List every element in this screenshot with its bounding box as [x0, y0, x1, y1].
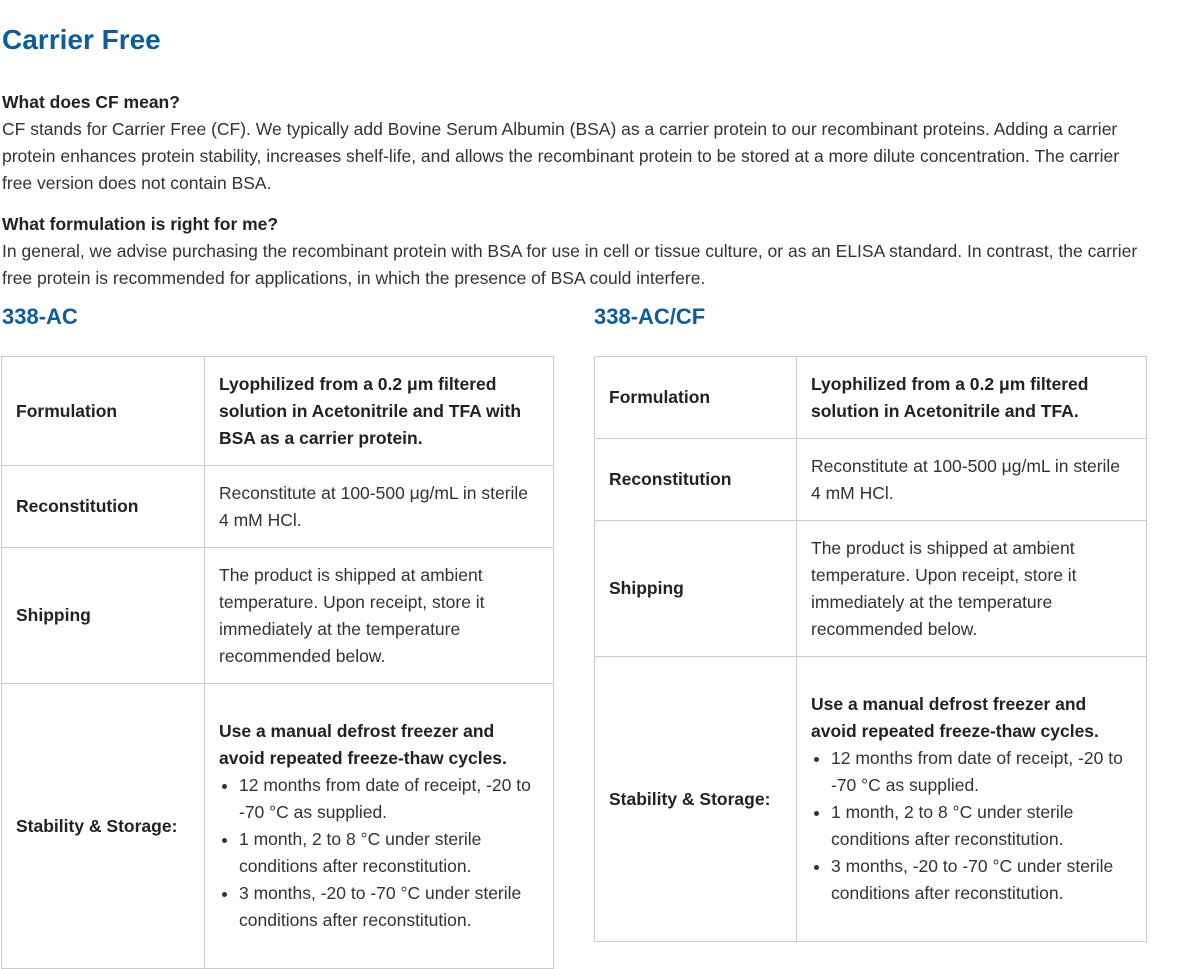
product-title-338-ac-cf: 338-AC/CF [594, 304, 706, 329]
shipping-row [2, 548, 554, 684]
storage-heading: Use a manual defrost freezer and avoid repeated freeze-thaw cycles. [219, 721, 507, 768]
storage-label: Stability & Storage: [2, 684, 205, 969]
faq-answer-formulation-choice: In general, we advise purchasing the recombinant protein with BSA for use in cell or tissue culture, or as an ELISA standard. In contrast, the carrier free protein is recommended for applications, in which the presence of BSA could interfere. [2, 241, 1138, 288]
formulation-value: Lyophilized from a 0.2 μm filtered solution in Acetonitrile and TFA. [797, 357, 1147, 439]
storage-list-item: • 1 month, 2 to 8 °C under sterile conditions after reconstitution. [239, 826, 539, 880]
reconstitution-label: Reconstitution [595, 439, 797, 521]
shipping-row [595, 521, 1147, 657]
storage-value [205, 684, 554, 969]
reconstitution-row [595, 439, 1147, 521]
spec-table-338-ac-cf [594, 356, 1147, 942]
faq-question-formulation-choice: What formulation is right for me? [2, 214, 279, 234]
storage-heading: Use a manual defrost freezer and avoid repeated freeze-thaw cycles. [811, 694, 1099, 741]
formulation-row [2, 357, 554, 466]
storage-label: Stability & Storage: [595, 657, 797, 942]
storage-list-item: • 12 months from date of receipt, -20 to -70 °C as supplied. [239, 772, 539, 826]
shipping-label: Shipping [2, 548, 205, 684]
storage-list-item: • 3 months, -20 to -70 °C under sterile conditions after reconstitution. [239, 880, 539, 934]
storage-value [797, 657, 1147, 942]
storage-list-item: • 3 months, -20 to -70 °C under sterile conditions after reconstitution. [831, 853, 1132, 907]
formulation-label: Formulation [595, 357, 797, 439]
storage-list [811, 745, 1132, 907]
faq-question-cf-meaning: What does CF mean? [2, 92, 180, 112]
reconstitution-label: Reconstitution [2, 466, 205, 548]
storage-list-item: • 12 months from date of receipt, -20 to -70 °C as supplied. [831, 745, 1132, 799]
storage-list [219, 772, 539, 934]
reconstitution-value: Reconstitute at 100-500 μg/mL in sterile 4 mM HCl. [205, 466, 554, 548]
product-title-338-ac: 338-AC [2, 304, 78, 329]
formulation-label: Formulation [2, 357, 205, 466]
shipping-label: Shipping [595, 521, 797, 657]
storage-row [595, 657, 1147, 942]
storage-row [2, 684, 554, 969]
page-title: Carrier Free [2, 24, 161, 55]
storage-list-item: • 1 month, 2 to 8 °C under sterile conditions after reconstitution. [831, 799, 1132, 853]
shipping-value: The product is shipped at ambient temperature. Upon receipt, store it immediately at the temperature recommended below. [205, 548, 554, 684]
formulation-value: Lyophilized from a 0.2 μm filtered solution in Acetonitrile and TFA with BSA as a carrier protein. [205, 357, 554, 466]
reconstitution-row [2, 466, 554, 548]
reconstitution-value: Reconstitute at 100-500 μg/mL in sterile 4 mM HCl. [797, 439, 1147, 521]
formulation-row [595, 357, 1147, 439]
spec-table-338-ac [1, 356, 554, 969]
shipping-value: The product is shipped at ambient temperature. Upon receipt, store it immediately at the temperature recommended below. [797, 521, 1147, 657]
faq-answer-cf-meaning: CF stands for Carrier Free (CF). We typically add Bovine Serum Albumin (BSA) as a carrier protein to our recombinant proteins. Adding a carrier protein enhances protein stability, increases shelf-life, and allows the recombinant protein to be stored at a more dilute concentration. The carrier free version does not contain BSA. [2, 119, 1120, 193]
